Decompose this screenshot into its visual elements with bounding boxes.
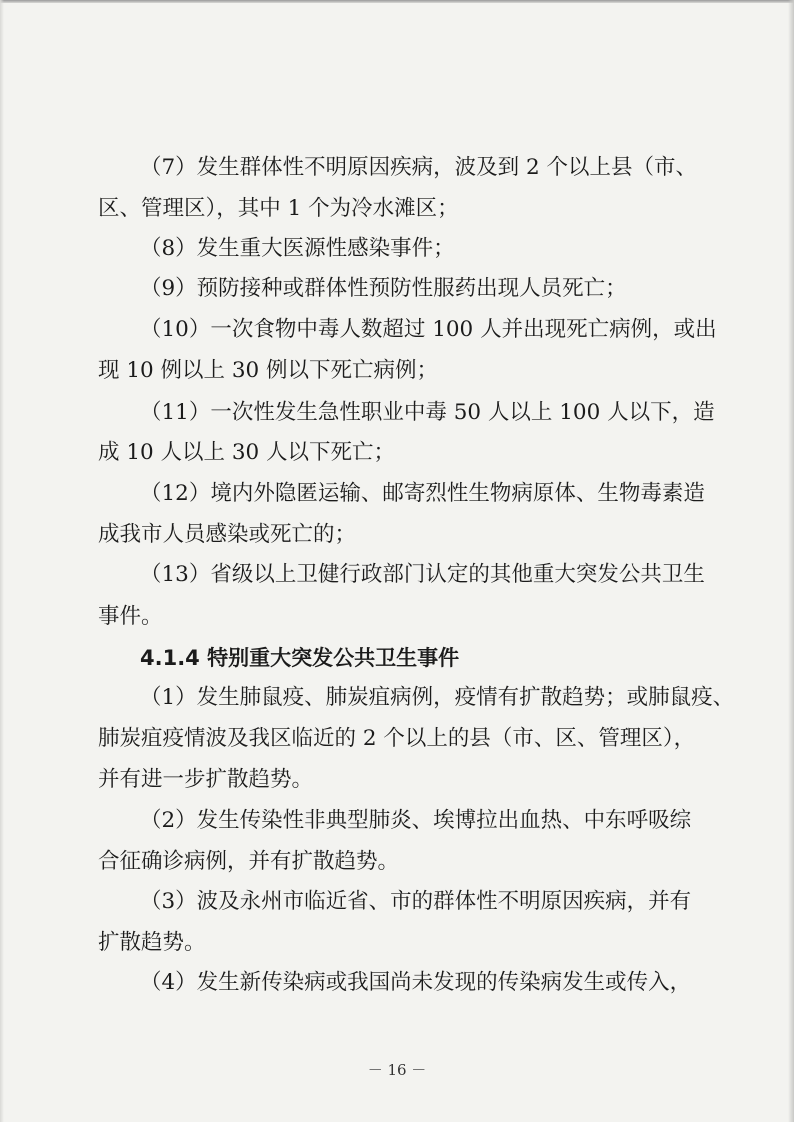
- text-line-16: 并有进一步扩散趋势。: [98, 767, 314, 792]
- text-line-4: （9）预防接种或群体性预防性服药出现人员死亡；: [140, 276, 627, 301]
- text-line-21: （4）发生新传染病或我国尚未发现的传染病发生或传入，: [140, 970, 692, 995]
- text-line-18: 合征确诊病例，并有扩散趋势。: [98, 849, 400, 874]
- page-number: － 16 －: [367, 1061, 427, 1079]
- text-line-9: （12）境内外隐匿运输、邮寄烈性生物病原体、生物毒素造: [140, 481, 705, 506]
- text-line-3: （8）发生重大医源性感染事件；: [140, 236, 455, 261]
- scan-top-edge: [0, 0, 794, 3]
- text-line-11: （13）省级以上卫健行政部门认定的其他重大突发公共卫生: [140, 562, 705, 587]
- text-line-2: 区、管理区），其中 1 个为冷水滩区；: [98, 196, 459, 221]
- text-line-7: （11）一次性发生急性职业中毒 50 人以上 100 人以下，造: [140, 400, 715, 425]
- text-line-12: 事件。: [98, 604, 163, 629]
- text-line-8: 成 10 人以上 30 人以下死亡；: [98, 440, 396, 465]
- scan-right-edge: [788, 0, 794, 1122]
- scan-left-edge: [0, 0, 4, 1122]
- text-line-14: （1）发生肺鼠疫、肺炭疽病例，疫情有扩散趋势；或肺鼠疫、: [140, 685, 735, 710]
- text-line-10: 成我市人员感染或死亡的；: [98, 522, 357, 547]
- text-line-19: （3）波及永州市临近省、市的群体性不明原因疾病，并有: [140, 889, 692, 914]
- section-heading-4-1-4: 4.1.4 特别重大突发公共卫生事件: [140, 646, 460, 670]
- text-line-6: 现 10 例以上 30 例以下死亡病例；: [98, 358, 439, 383]
- text-line-15: 肺炭疽疫情波及我区临近的 2 个以上的县（市、区、管理区），: [98, 726, 696, 751]
- text-line-1: （7）发生群体性不明原因疾病，波及到 2 个以上县（市、: [140, 155, 698, 180]
- text-line-17: （2）发生传染性非典型肺炎、埃博拉出血热、中东呼吸综: [140, 808, 692, 833]
- text-line-20: 扩散趋势。: [98, 930, 206, 955]
- text-line-5: （10）一次食物中毒人数超过 100 人并出现死亡病例，或出: [140, 317, 717, 342]
